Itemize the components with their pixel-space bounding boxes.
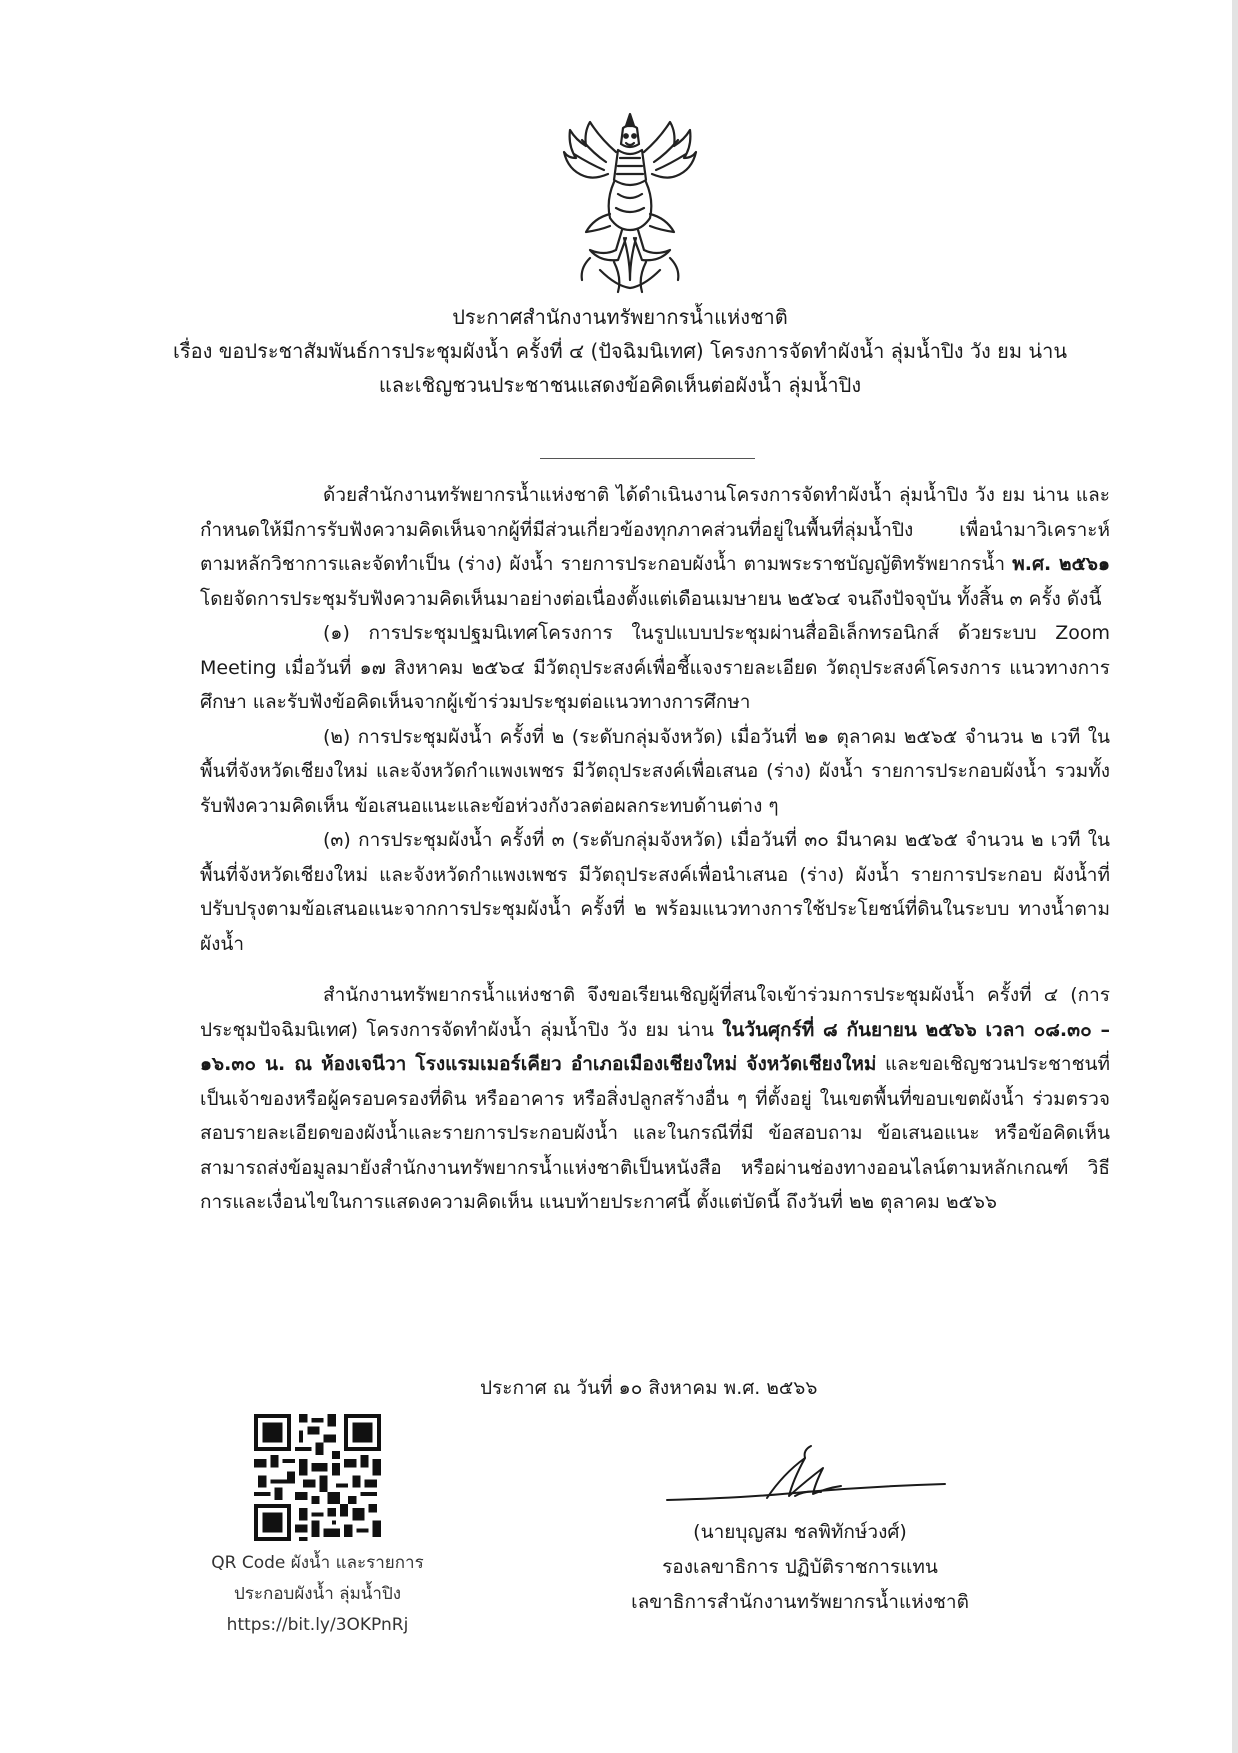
signer-block <box>590 1515 1010 1620</box>
garuda-emblem-icon <box>560 110 700 295</box>
announcement-body <box>200 478 1110 1220</box>
qr-caption <box>190 1548 445 1641</box>
announcement-header <box>150 300 1090 402</box>
signer-name: (นายบุญสม ชลพิทักษ์วงศ์) <box>693 1521 907 1543</box>
qr-code-icon[interactable] <box>250 1410 385 1545</box>
intro-text-b: โดยจัดการประชุมรับฟังความคิดเห็นมาอย่างต่อเนื่องตั้งแต่เดือนเมษายน ๒๕๖๔ จนถึงปัจจุบัน ทั้งสิ้น ๓ ครั้ง ดังนี้ <box>200 587 1102 610</box>
intro-paragraph <box>200 478 1110 616</box>
intro-text-bold: พ.ศ. ๒๕๖๑ <box>1012 553 1110 575</box>
issuer-title: ประกาศสำนักงานทรัพยากรน้ำแห่งชาติ <box>452 305 788 329</box>
qr-caption-line-1: QR Code ผังน้ำ และรายการ <box>211 1553 424 1573</box>
qr-link[interactable]: https://bit.ly/3OKPnRj <box>226 1615 409 1635</box>
invitation-paragraph <box>200 978 1110 1220</box>
intro-text-a: ด้วยสำนักงานทรัพยากรน้ำแห่งชาติ ได้ดำเนินงานโครงการจัดทำผังน้ำ ลุ่มน้ำปิง วัง ยม น่าน และกำหนดให้มีการรับฟังความคิดเห็นจากผู้ที่มีส่วนเกี่ยวข้องทุกภาคส่วนที่อยู่ในพื้นที่ลุ่มน้ำปิง เพื่อนำมาวิเคราะห์ ตามหลักวิชาการและจัดทำเป็น (ร่าง) ผังน้ำ รายการประกอบผังน้ำ ตามพระราชบัญญัติทรัพยากรน้ำ <box>200 484 1110 575</box>
invite-text-a: สำนักงานทรัพยากรน้ำแห่งชาติ จึงขอเรียนเชิญผู้ที่สนใจเข้าร่วมการประชุมผังน้ำ ครั้งที่ ๔ (การประชุมปัจฉิมนิเทศ) โครงการจัดทำผังน้ำ ลุ่มน้ำปิง วัง ยม น่าน <box>200 984 1110 1041</box>
signer-position-2: เลขาธิการสำนักงานทรัพยากรน้ำแห่งชาติ <box>631 1591 969 1613</box>
invite-meeting-details: ในวันศุกร์ที่ ๘ กันยายน ๒๕๖๖ เวลา ๐๘.๓๐ – ๑๖.๓๐ น. ณ ห้องเจนีวา โรงแรมเมอร์เคียว อำเภอเมืองเชียงใหม่ จังหวัดเชียงใหม่ <box>200 1018 1110 1075</box>
item-2-paragraph: (๒) การประชุมผังน้ำ ครั้งที่ ๒ (ระดับกลุ่มจังหวัด) เมื่อวันที่ ๒๑ ตุลาคม ๒๕๖๕ จำนวน ๒ เวที ในพื้นที่จังหวัดเชียงใหม่ และจังหวัดกำแพงเพชร มีวัตถุประสงค์เพื่อเสนอ (ร่าง) ผังน้ำ รายการประกอบผังน้ำ รวมทั้งรับฟังความคิดเห็น ข้อเสนอแนะและข้อห่วงกังวลต่อผลกระทบด้านต่าง ๆ <box>200 725 1110 817</box>
subject-line: เรื่อง ขอประชาสัมพันธ์การประชุมผังน้ำ ครั้งที่ ๔ (ปัจฉิมนิเทศ) โครงการจัดทำผังน้ำ ลุ่มน้ำปิง วัง ยม น่าน <box>172 339 1067 363</box>
qr-caption-line-2: ประกอบผังน้ำ ลุ่มน้ำปิง <box>233 1584 402 1604</box>
invite-text-b: และขอเชิญชวนประชาชนที่เป็นเจ้าของหรือผู้ครอบครองที่ดิน หรืออาคาร หรือสิ่งปลูกสร้างอื่น ๆ ที่ตั้งอยู่ ในเขตพื้นที่ขอบเขตผังน้ำ ร่วมตรวจสอบรายละเอียดของผังน้ำและรายการประกอบผังน้ำ และในกรณีที่มี ข้อสอบถาม ข้อเสนอแนะ หรือข้อคิดเห็น สามารถส่งข้อมูลมายังสำนักงานทรัพยากรน้ำแห่งชาติเป็นหนังสือ หรือผ่านช่องทางออนไลน์ตามหลักเกณฑ์ วิธีการและเงื่อนไขในการแสดงความคิดเห็น แนบท้ายประกาศนี้ ตั้งแต่บัดนี้ ถึงวันที่ ๒๒ ตุลาคม ๒๕๖๖ <box>200 1053 1111 1213</box>
item-3-paragraph: (๓) การประชุมผังน้ำ ครั้งที่ ๓ (ระดับกลุ่มจังหวัด) เมื่อวันที่ ๓๐ มีนาคม ๒๕๖๕ จำนวน ๒ เวที ในพื้นที่จังหวัดเชียงใหม่ และจังหวัดกำแพงเพชร มีวัตถุประสงค์เพื่อนำเสนอ (ร่าง) ผังน้ำ รายการประกอบ ผังน้ำที่ปรับปรุงตามข้อเสนอแนะจากการประชุมผังน้ำ ครั้งที่ ๒ พร้อมแนวทางการใช้ประโยชน์ที่ดินในระบบ ทางน้ำตามผังน้ำ <box>200 829 1110 955</box>
signature-icon <box>655 1440 955 1520</box>
subject-line-2: และเชิญชวนประชาชนแสดงข้อคิดเห็นต่อผังน้ำ ลุ่มน้ำปิง <box>378 373 862 397</box>
item-1-paragraph: (๑) การประชุมปฐมนิเทศโครงการ ในรูปแบบประชุมผ่านสื่ออิเล็กทรอนิกส์ ด้วยระบบ Zoom Meeting เมื่อวันที่ ๑๗ สิงหาคม ๒๕๖๔ มีวัตถุประสงค์เพื่อชี้แจงรายละเอียด วัตถุประสงค์โครงการ แนวทางการศึกษา และรับฟังข้อคิดเห็นจากผู้เข้าร่วมประชุมต่อแนวทางการศึกษา <box>200 622 1110 713</box>
page-edge <box>1232 0 1238 1753</box>
signer-position: รองเลขาธิการ ปฏิบัติราชการแทน <box>662 1556 938 1578</box>
header-divider <box>540 458 755 459</box>
announce-date: ประกาศ ณ วันที่ ๑๐ สิงหาคม พ.ศ. ๒๕๖๖ <box>480 1377 818 1399</box>
